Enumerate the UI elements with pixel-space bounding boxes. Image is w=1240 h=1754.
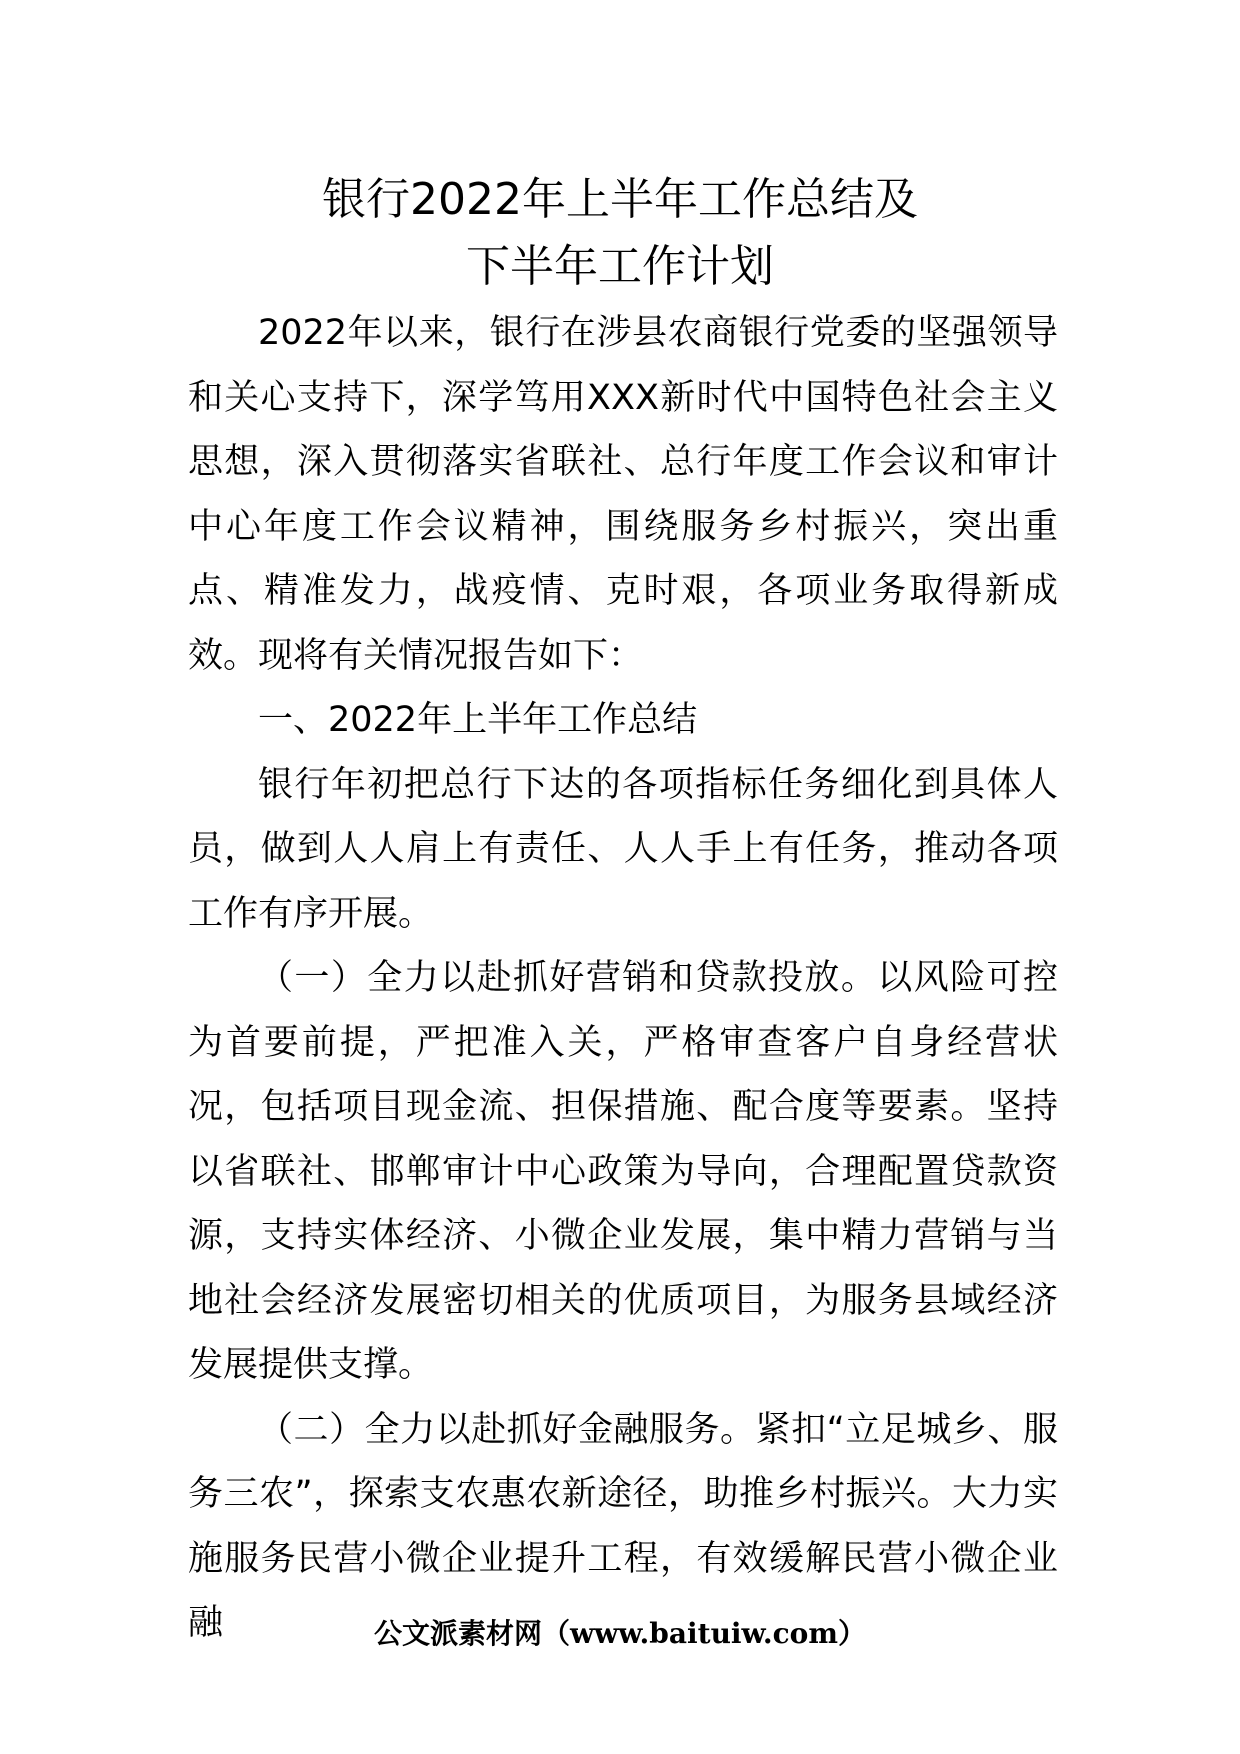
paragraph-subsection-1: （一）全力以赴抓好营销和贷款投放。以风险可控为首要前提，严把准入关，严格审查客户自身经营状况，包括项目现金流、担保措施、配合度等要素。坚持以省联社、邯郸审计中心政策为导向，合理配置贷款资源，支持实体经济、小微企业发展，集中精力营销与当地社会经济发展密切相关的优质项目，为服务县域经济发展提供支撑。 (188, 958, 1058, 1385)
paragraph-intro: 2022年以来，银行在涉县农商银行党委的坚强领导和关心支持下，深学笃用XXX新时代中国特色社会主义思想，深入贯彻落实省联社、总行年度工作会议和审计中心年度工作会议精神，围绕服务乡村振兴，突出重点、精准发力，战疫情、克时艰，各项业务取得新成效。现将有关情况报告如下： (188, 313, 1058, 676)
paragraph-section-1-intro: 银行年初把总行下达的各项指标任务细化到具体人员，做到人人肩上有责任、人人手上有任务，推动各项工作有序开展。 (188, 764, 1058, 934)
document-title-line-2: 下半年工作计划 (466, 241, 774, 292)
document-title-line-1: 银行2022年上半年工作总结及 (322, 174, 918, 225)
paragraph-subsection-2: （二）全力以赴抓好金融服务。紧扣“立足城乡、服务三农”，探索支农惠农新途径，助推乡村振兴。大力实施服务民营小微企业提升工程，有效缓解民营小微企业融 (188, 1409, 1058, 1643)
footer-watermark: 公文派素材网（www.baituiw.com） (374, 1617, 866, 1650)
document-body (188, 301, 1058, 1656)
section-heading-1: 一、2022年上半年工作总结 (258, 700, 698, 740)
